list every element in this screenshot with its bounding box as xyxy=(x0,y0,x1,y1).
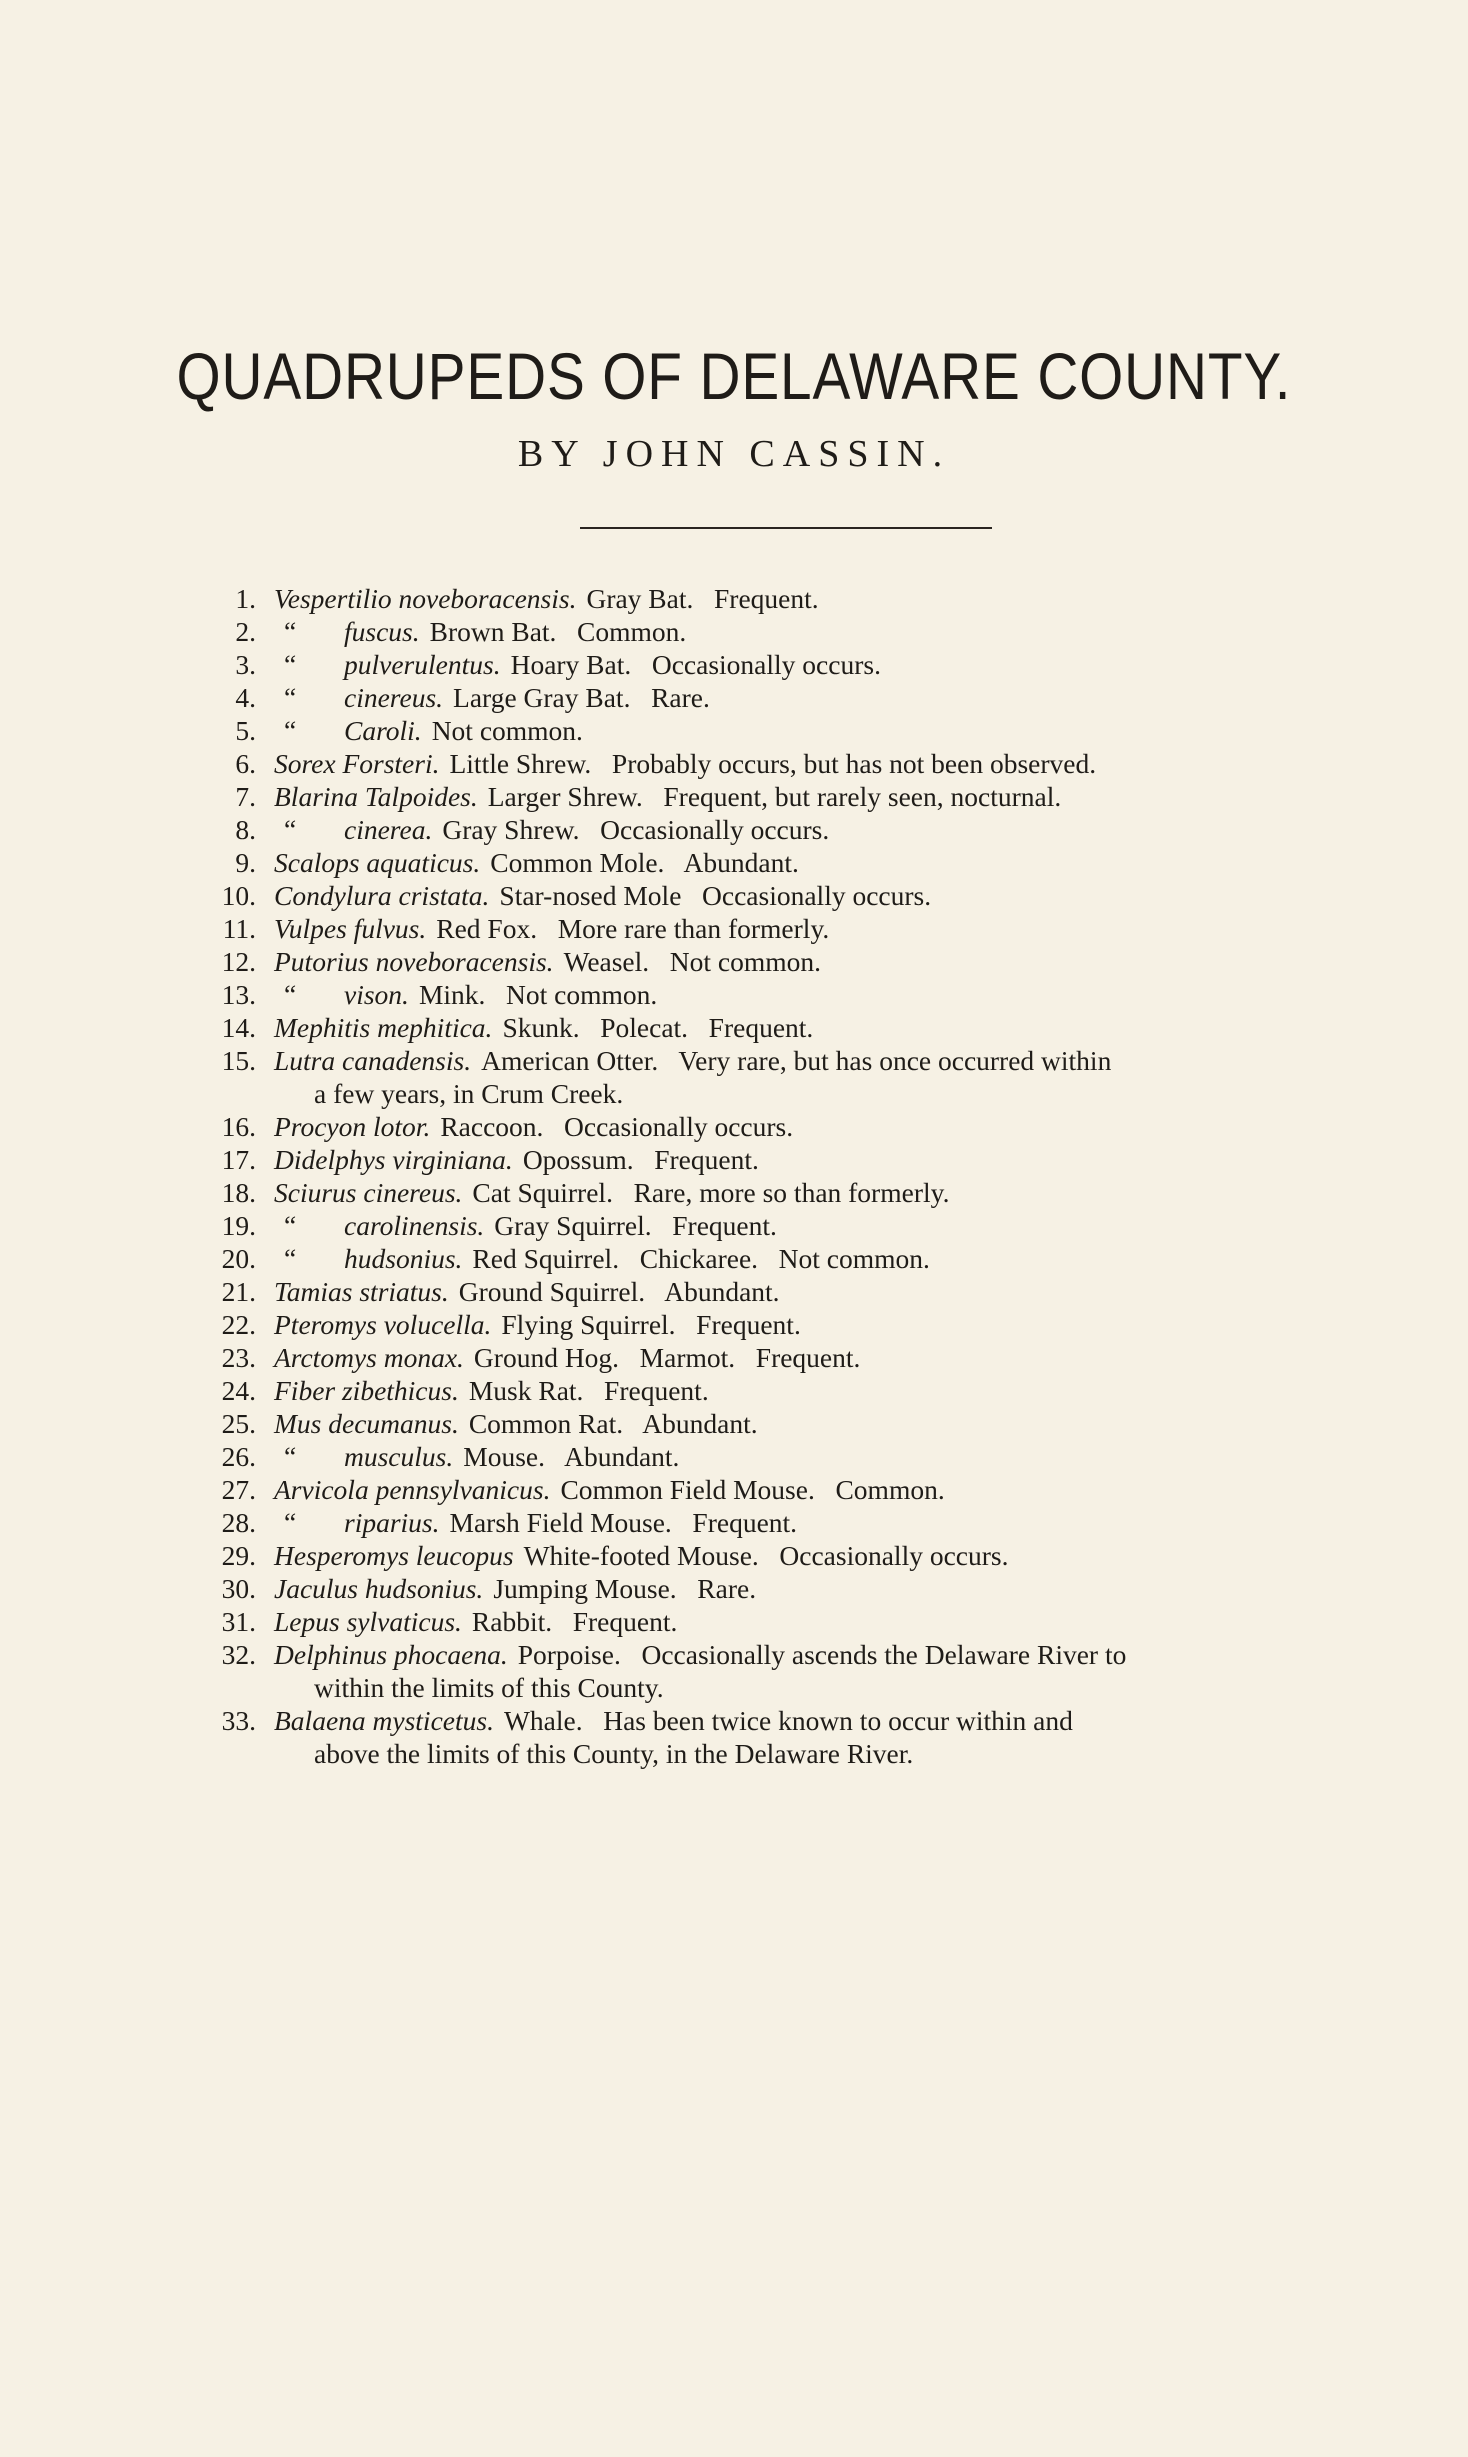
ditto-mark: “ xyxy=(284,1507,297,1538)
species-entry xyxy=(200,1308,1370,1341)
scientific-name: Vulpes fulvus. xyxy=(274,913,427,944)
entry-number: 14. xyxy=(221,1012,256,1043)
scientific-name: Didelphys virginiana. xyxy=(274,1144,513,1175)
species-entry xyxy=(200,1572,1370,1605)
entry-number: 32. xyxy=(221,1639,256,1670)
scientific-name: Condylura cristata. xyxy=(274,880,490,911)
entry-number: 3. xyxy=(235,649,256,680)
ditto-mark: “ xyxy=(284,1441,297,1472)
entry-continuation: above the limits of this County, in the Delaware River. xyxy=(314,1738,914,1769)
scientific-name: Hesperomys leucopus xyxy=(274,1540,514,1571)
entry-number: 6. xyxy=(235,748,256,779)
entry-number: 5. xyxy=(235,715,256,746)
species-entry xyxy=(200,714,1370,747)
entry-continuation: a few years, in Crum Creek. xyxy=(314,1078,624,1109)
ditto-mark: “ xyxy=(284,1243,297,1274)
entry-number: 11. xyxy=(222,913,256,944)
entry-number: 26. xyxy=(221,1441,256,1472)
entry-description: Porpoise. Occasionally ascends the Delaware River to xyxy=(517,1639,1127,1670)
entry-description: Red Fox. More rare than formerly. xyxy=(436,913,830,944)
entry-description: Little Shrew. Probably occurs, but has not been observed. xyxy=(449,748,1097,779)
entry-description: Not common. xyxy=(431,715,583,746)
species-list xyxy=(200,582,1370,1770)
scientific-name: Lepus sylvaticus. xyxy=(274,1606,462,1637)
species-entry xyxy=(200,780,1370,813)
scientific-name: Pteromys volucella. xyxy=(274,1309,492,1340)
entry-description: Mink. Not common. xyxy=(418,979,658,1010)
species-entry xyxy=(200,582,1370,615)
entry-number: 25. xyxy=(221,1408,256,1439)
entry-description: Jumping Mouse. Rare. xyxy=(493,1573,757,1604)
species-entry xyxy=(200,1176,1370,1209)
scientific-name: vison. xyxy=(344,979,409,1010)
scientific-name: Balaena mysticetus. xyxy=(274,1705,494,1736)
entry-number: 21. xyxy=(221,1276,256,1307)
scientific-name: Scalops aquaticus. xyxy=(274,847,481,878)
entry-number: 27. xyxy=(221,1474,256,1505)
entry-description: Rabbit. Frequent. xyxy=(471,1606,678,1637)
species-entry xyxy=(200,1209,1370,1242)
entry-number: 22. xyxy=(221,1309,256,1340)
scientific-name: riparius. xyxy=(344,1507,440,1538)
entry-continuation: within the limits of this County. xyxy=(314,1672,664,1703)
scientific-name: fuscus. xyxy=(344,616,420,647)
entry-number: 33. xyxy=(221,1705,256,1736)
entry-description: American Otter. Very rare, but has once occurred within xyxy=(481,1045,1112,1076)
scientific-name: Jaculus hudsonius. xyxy=(274,1573,484,1604)
species-entry xyxy=(200,1110,1370,1143)
scientific-name: Arctomys monax. xyxy=(274,1342,464,1373)
entry-description: White-footed Mouse. Occasionally occurs. xyxy=(523,1540,1009,1571)
ditto-mark: “ xyxy=(284,715,297,746)
species-entry xyxy=(200,1506,1370,1539)
entry-description: Common Field Mouse. Common. xyxy=(560,1474,945,1505)
entry-number: 20. xyxy=(221,1243,256,1274)
species-entry xyxy=(200,1143,1370,1176)
entry-description: Brown Bat. Common. xyxy=(429,616,687,647)
entry-number: 2. xyxy=(235,616,256,647)
entry-number: 23. xyxy=(221,1342,256,1373)
entry-number: 29. xyxy=(221,1540,256,1571)
page-title: QUADRUPEDS OF DELAWARE COUNTY. xyxy=(176,339,1292,413)
ditto-mark: “ xyxy=(284,649,297,680)
entry-description: Ground Hog. Marmot. Frequent. xyxy=(473,1342,861,1373)
scientific-name: Fiber zibethicus. xyxy=(274,1375,459,1406)
entry-description: Raccoon. Occasionally occurs. xyxy=(440,1111,794,1142)
entry-number: 8. xyxy=(235,814,256,845)
entry-number: 13. xyxy=(221,979,256,1010)
entry-description: Opossum. Frequent. xyxy=(522,1144,759,1175)
entry-description: Gray Bat. Frequent. xyxy=(586,583,819,614)
entry-number: 30. xyxy=(221,1573,256,1604)
entry-description: Ground Squirrel. Abundant. xyxy=(458,1276,780,1307)
species-entry xyxy=(200,945,1370,978)
species-entry xyxy=(200,1275,1370,1308)
entry-number: 18. xyxy=(221,1177,256,1208)
entry-number: 24. xyxy=(221,1375,256,1406)
entry-description: Musk Rat. Frequent. xyxy=(468,1375,709,1406)
entry-description: Larger Shrew. Frequent, but rarely seen, nocturnal. xyxy=(487,781,1062,812)
scientific-name: cinerea. xyxy=(344,814,433,845)
ditto-mark: “ xyxy=(284,979,297,1010)
entry-description: Gray Shrew. Occasionally occurs. xyxy=(442,814,830,845)
ditto-mark: “ xyxy=(284,616,297,647)
entry-description: Mouse. Abundant. xyxy=(463,1441,680,1472)
entry-number: 28. xyxy=(221,1507,256,1538)
species-entry xyxy=(200,1473,1370,1506)
species-entry xyxy=(200,1638,1370,1704)
scientific-name: Putorius noveboracensis. xyxy=(274,946,554,977)
entry-description: Gray Squirrel. Frequent. xyxy=(494,1210,777,1241)
entry-description: Weasel. Not common. xyxy=(563,946,822,977)
scientific-name: Lutra canadensis. xyxy=(274,1045,472,1076)
entry-number: 16. xyxy=(221,1111,256,1142)
entry-number: 4. xyxy=(235,682,256,713)
species-entry xyxy=(200,1011,1370,1044)
species-entry xyxy=(200,1242,1370,1275)
scientific-name: pulverulentus. xyxy=(344,649,501,680)
entry-description: Red Squirrel. Chickaree. Not common. xyxy=(472,1243,930,1274)
species-entry xyxy=(200,1341,1370,1374)
ditto-mark: “ xyxy=(284,1210,297,1241)
scientific-name: carolinensis. xyxy=(344,1210,485,1241)
scientific-name: Mephitis mephitica. xyxy=(274,1012,493,1043)
scientific-name: Arvicola pennsylvanicus. xyxy=(274,1474,551,1505)
author-byline: BY JOHN CASSIN. xyxy=(517,433,951,475)
species-entry xyxy=(200,1440,1370,1473)
species-entry xyxy=(200,615,1370,648)
entry-number: 1. xyxy=(235,583,256,614)
species-entry xyxy=(200,813,1370,846)
species-entry xyxy=(200,648,1370,681)
entry-description: Common Rat. Abundant. xyxy=(468,1408,758,1439)
species-entry xyxy=(200,879,1370,912)
entry-description: Marsh Field Mouse. Frequent. xyxy=(449,1507,798,1538)
entry-number: 19. xyxy=(221,1210,256,1241)
species-entry xyxy=(200,1704,1370,1770)
scientific-name: Sorex Forsteri. xyxy=(274,748,440,779)
ditto-mark: “ xyxy=(284,682,297,713)
scientific-name: Sciurus cinereus. xyxy=(274,1177,463,1208)
entry-description: Whale. Has been twice known to occur within and xyxy=(503,1705,1073,1736)
entry-description: Cat Squirrel. Rare, more so than formerly. xyxy=(472,1177,950,1208)
species-entry xyxy=(200,1605,1370,1638)
species-entry xyxy=(200,846,1370,879)
entry-description: Flying Squirrel. Frequent. xyxy=(501,1309,801,1340)
entry-number: 7. xyxy=(235,781,256,812)
entry-number: 15. xyxy=(221,1045,256,1076)
title-divider xyxy=(580,527,992,529)
entry-number: 12. xyxy=(221,946,256,977)
scientific-name: Tamias striatus. xyxy=(274,1276,449,1307)
entry-number: 10. xyxy=(221,880,256,911)
entry-description: Common Mole. Abundant. xyxy=(490,847,799,878)
species-entry xyxy=(200,978,1370,1011)
scientific-name: Mus decumanus. xyxy=(274,1408,459,1439)
species-entry xyxy=(200,1044,1370,1110)
entry-description: Large Gray Bat. Rare. xyxy=(453,682,710,713)
entry-description: Hoary Bat. Occasionally occurs. xyxy=(510,649,881,680)
entry-description: Star-nosed Mole Occasionally occurs. xyxy=(499,880,932,911)
entry-description: Skunk. Polecat. Frequent. xyxy=(502,1012,814,1043)
entry-number: 31. xyxy=(221,1606,256,1637)
scientific-name: Blarina Talpoides. xyxy=(274,781,478,812)
species-entry xyxy=(200,1374,1370,1407)
species-entry xyxy=(200,1407,1370,1440)
species-entry xyxy=(200,912,1370,945)
scientific-name: hudsonius. xyxy=(344,1243,463,1274)
scientific-name: Caroli. xyxy=(344,715,422,746)
species-entry xyxy=(200,681,1370,714)
ditto-mark: “ xyxy=(284,814,297,845)
scientific-name: Procyon lotor. xyxy=(274,1111,431,1142)
scientific-name: cinereus. xyxy=(344,682,444,713)
species-entry xyxy=(200,1539,1370,1572)
entry-number: 17. xyxy=(221,1144,256,1175)
scientific-name: Vespertilio noveboracensis. xyxy=(274,583,577,614)
entry-number: 9. xyxy=(235,847,256,878)
scientific-name: Delphinus phocaena. xyxy=(274,1639,508,1670)
scientific-name: musculus. xyxy=(344,1441,454,1472)
species-entry xyxy=(200,747,1370,780)
